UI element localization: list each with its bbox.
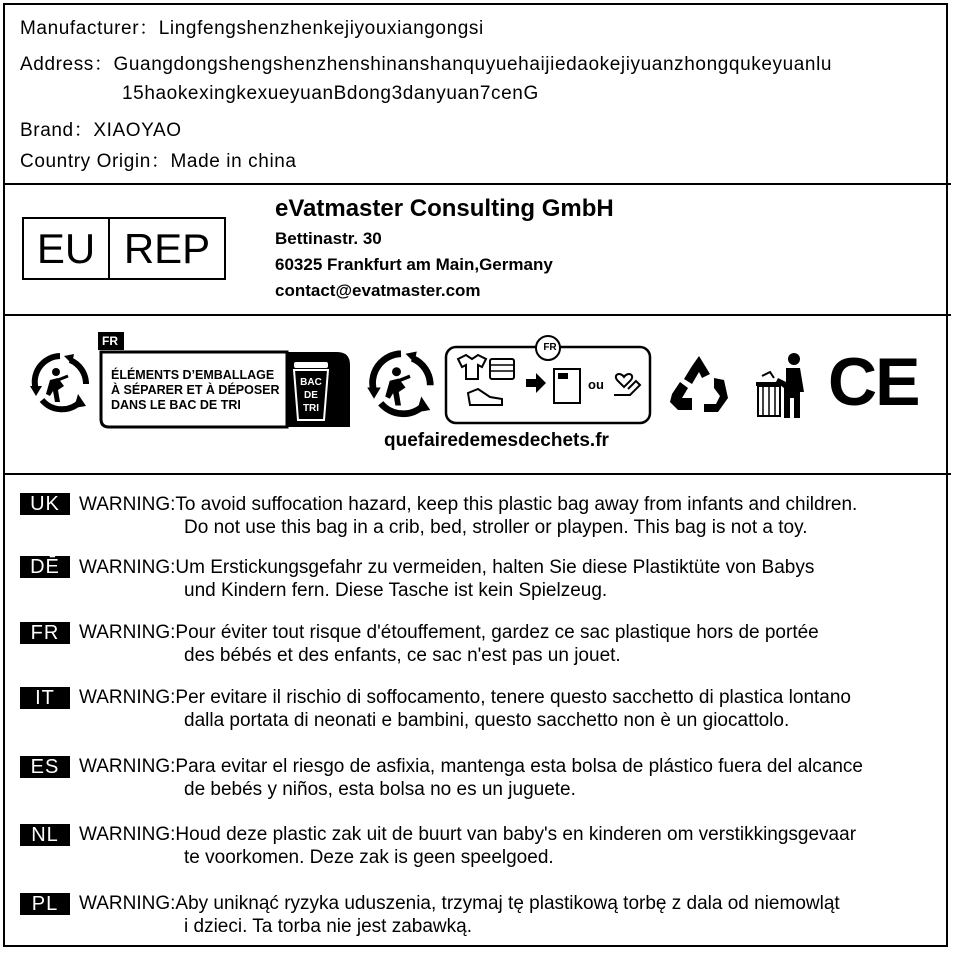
warning-block: [79, 621, 819, 667]
bin-line2: DE: [304, 390, 318, 401]
warning-line1: Aby uniknąć ryzyka uduszenia, trzymaj tę plastikową torbę z dala od niemowląt: [175, 893, 840, 914]
brand-value: XIAOYAO: [93, 120, 182, 141]
warning-line1: To avoid suffocation hazard, keep this plastic bag away from infants and children.: [175, 494, 858, 515]
warning-block: [79, 823, 856, 869]
fr-line1: ÉLÉMENTS D’EMBALLAGE: [111, 368, 275, 382]
fr-sorting-label: [97, 332, 352, 430]
ou-text: ou: [588, 377, 604, 392]
warning-block: [79, 755, 863, 801]
bin-line3: TRI: [302, 403, 320, 414]
address-line2: 15haokexingkexueyuanBdong3danyuan7cenG: [122, 83, 539, 104]
eu-rep-box: [22, 217, 226, 280]
fr-tag: FR: [102, 334, 118, 348]
warning-label: WARNING:: [79, 756, 176, 777]
bin-line1: BAC: [300, 377, 322, 388]
lang-badge: UK: [20, 493, 70, 515]
origin-label: Country Origin：: [20, 151, 171, 172]
warning-line2: des bébés et des enfants, ce sac n'est pas un jouet.: [184, 645, 621, 666]
warning-line2: Do not use this bag in a crib, bed, stroller or playpen. This bag is not a toy.: [184, 517, 808, 538]
warning-line1: Um Erstickungsgefahr zu vermeiden, halten Sie diese Plastiktüte von Babys: [175, 557, 815, 578]
lang-badge: NL: [20, 824, 70, 846]
warning-line2: und Kindern fern. Diese Tasche ist kein Spielzeug.: [184, 580, 608, 601]
warning-line1: Para evitar el riesgo de asfixia, mantenga esta bolsa de plástico fuera del alcance: [175, 756, 863, 777]
ce-mark: CE: [828, 344, 919, 420]
lang-badge: PL: [20, 893, 70, 915]
warning-line2: de bebés y niños, esta bolsa no es un juguete.: [184, 779, 576, 800]
address-line1: Guangdongshengshenzhenshinanshanquyuehaijiedaokejiyuanzhongqukeyuanlu: [113, 54, 833, 75]
tidyman-icon: [756, 350, 810, 420]
eu-rep-box-left: EU: [36, 224, 96, 272]
origin-value: Made in china: [170, 151, 297, 172]
manufacturer-row: [20, 13, 484, 40]
warning-block: [79, 892, 840, 938]
divider: [3, 314, 951, 316]
rep-street: Bettinastr. 30: [275, 229, 382, 248]
warning-line2: i dzieci. Ta torba nie jest zabawką.: [184, 916, 472, 937]
brand-label: Brand：: [20, 120, 94, 141]
eu-rep-box-right: REP: [123, 224, 211, 272]
brand-row: [20, 115, 182, 142]
warning-label: WARNING:: [79, 824, 176, 845]
warning-line1: Per evitare il rischio di soffocamento, tenere questo sacchetto di plastica lontano: [175, 687, 851, 708]
divider: [3, 473, 951, 475]
label-frame: [3, 3, 948, 947]
rep-email: contact@evatmaster.com: [275, 281, 481, 300]
divider: [3, 183, 951, 185]
lang-badge: IT: [20, 687, 70, 709]
fr-circle-text: FR: [543, 342, 557, 353]
fr-line2: À SÉPARER ET À DÉPOSER: [111, 383, 280, 397]
warning-line1: Houd deze plastic zak uit de buurt van baby's en kinderen om verstikkingsgevaar: [175, 824, 857, 845]
warning-label: WARNING:: [79, 494, 176, 515]
warning-label: WARNING:: [79, 557, 176, 578]
address-label: Address：: [20, 54, 114, 75]
recycle-icon: [666, 352, 732, 418]
warning-block: [79, 556, 814, 602]
warning-block: [79, 493, 857, 539]
address-row: [20, 49, 832, 76]
rep-company: eVatmaster Consulting GmbH: [275, 195, 614, 222]
website-text: quefairedemesdechets.fr: [384, 430, 609, 451]
rep-city: 60325 Frankfurt am Main,Germany: [275, 255, 553, 274]
origin-row: [20, 146, 297, 173]
warning-block: [79, 686, 851, 732]
warning-line1: Pour éviter tout risque d'étouffement, gardez ce sac plastique hors de portée: [175, 622, 819, 643]
manufacturer-label: Manufacturer：: [20, 18, 159, 39]
warning-label: WARNING:: [79, 622, 176, 643]
manufacturer-value: Lingfengshenzhenkejiyouxiangongsi: [158, 18, 484, 39]
lang-badge: FR: [20, 622, 70, 644]
fr-line3: DANS LE BAC DE TRI: [111, 398, 241, 412]
warning-line2: te voorkomen. Deze zak is geen speelgoed.: [184, 847, 554, 868]
warning-label: WARNING:: [79, 687, 176, 708]
lang-badge: DĒ: [20, 556, 70, 578]
lang-badge: ES: [20, 756, 70, 778]
triman-icon: [28, 350, 92, 414]
triman-icon: [365, 347, 437, 419]
warning-label: WARNING:: [79, 893, 176, 914]
warning-line2: dalla portata di neonati e bambini, questo sacchetto non è un giocattolo.: [184, 710, 790, 731]
